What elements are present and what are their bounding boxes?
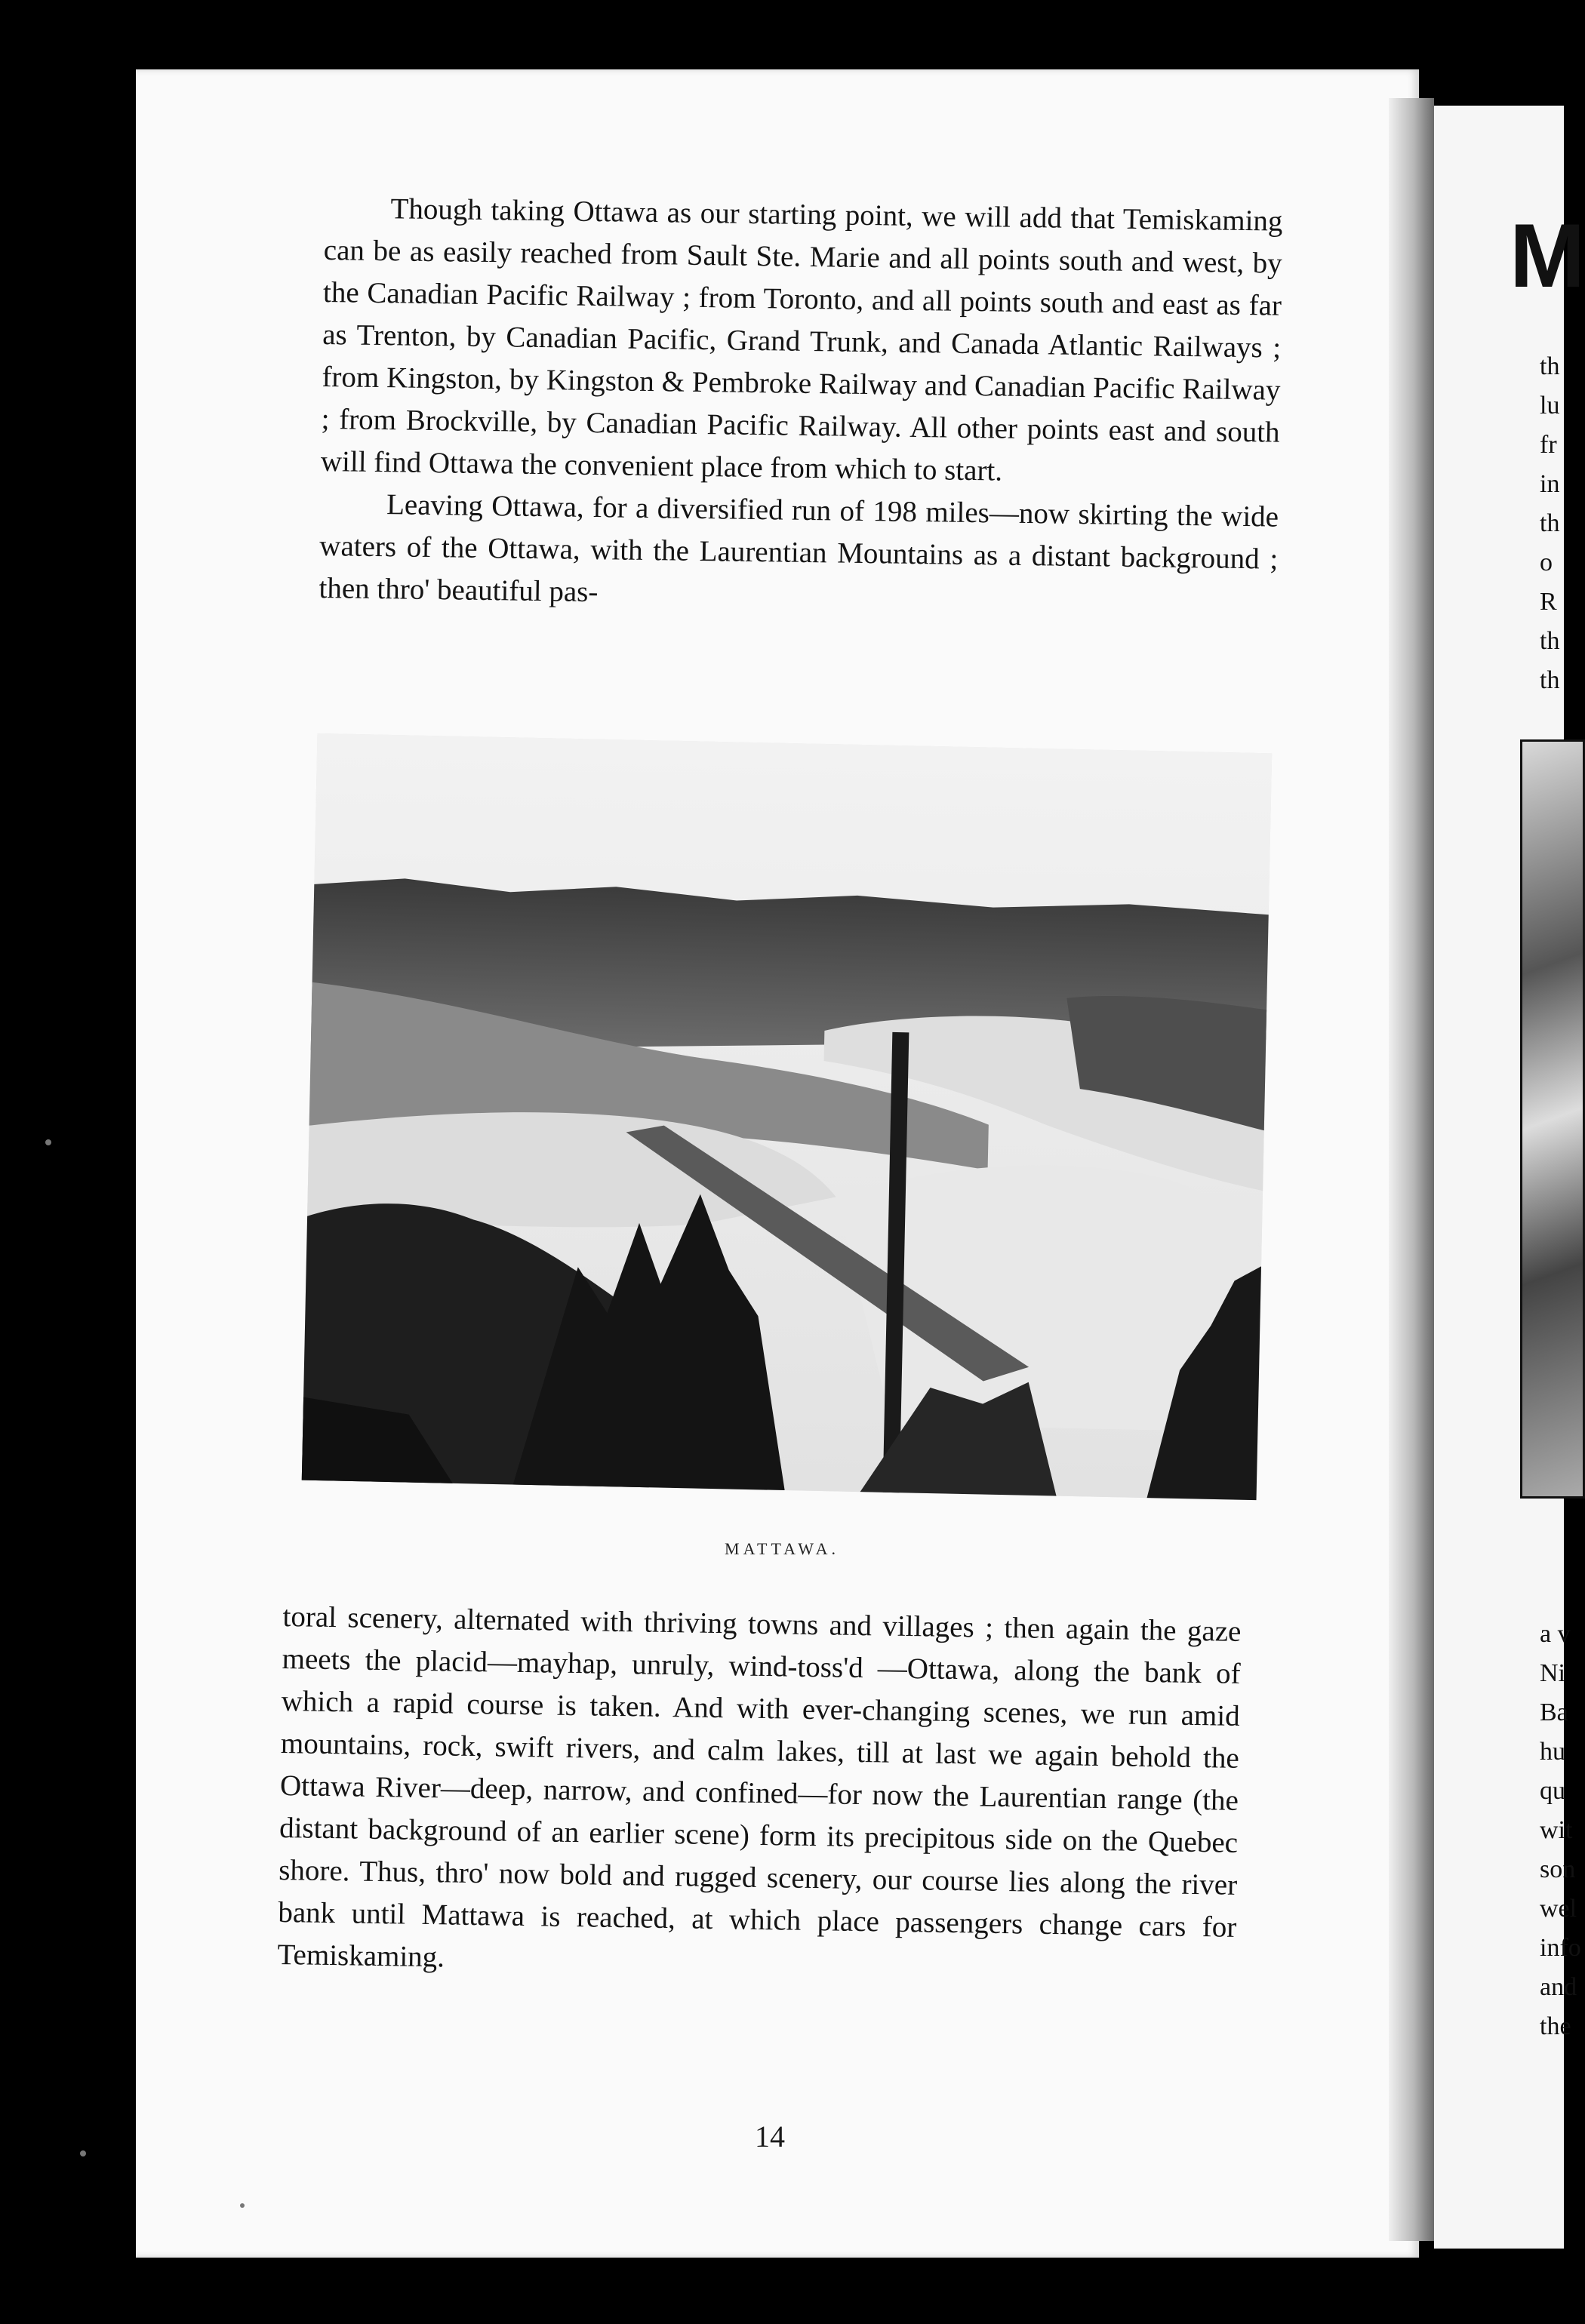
- mattawa-photograph: [302, 733, 1272, 1500]
- facing-line: o: [1540, 549, 1553, 576]
- page-number: 14: [755, 2120, 785, 2153]
- facing-page-photo: [1520, 739, 1585, 1499]
- dust-speck: [45, 1139, 51, 1145]
- facing-line: lu: [1540, 392, 1560, 420]
- landscape-illustration: [302, 733, 1272, 1500]
- body-text-top: [319, 187, 1283, 623]
- facing-line: the: [1540, 2012, 1571, 2040]
- facing-line: R: [1540, 588, 1557, 616]
- facing-line: and: [1540, 1973, 1577, 2001]
- facing-line: fr: [1540, 431, 1557, 459]
- facing-line: a v: [1540, 1620, 1571, 1648]
- paragraph: toral scenery, alternated with thriving towns and villages ; then again the gaze meets the placid—mayhap, unruly, wind-toss'd —Ottawa, along the bank of which a rapid course is taken. And with ever-changing scenes, we run amid mountains, rock, swift rivers, and calm lakes, till at last we again behold the Ottawa River—deep, narrow, and confined—for now the Laurentian range (the distant background of an earlier scene) form its precipitous side on the Quebec shore. Thus, thro' now bold and rugged scenery, our course lies along the river bank until Mattawa is reached, at which place passengers change cars for Temiskaming.: [277, 1600, 1242, 1974]
- facing-page-heading: M: [1510, 205, 1585, 306]
- facing-line: th: [1540, 352, 1560, 380]
- paragraph: Though taking Ottawa as our starting point, we will add that Temiskaming can be as easily reached from Sault Ste. Marie and all points south and west, by the Canadian Pacific Railway ; from Toronto, and all points south and east as far as Trenton, by Canadian Pacific, Grand Trunk, and Canada Atlantic Railways ; from Kingston, by Kingston & Pembroke Railway and Canadian Pacific Railway ; from Brockville, by Canadian Pacific Railway. All other points east and south will find Ottawa the convenient place from which to start.: [320, 192, 1283, 487]
- photo-caption: MATTAWA.: [725, 1539, 839, 1558]
- paragraph: Leaving Ottawa, for a diversified run of 198 miles—now skirting the wide waters of the Ottawa, with the Laurentian Mountains as a distant background ; then thro' beautiful pas-: [319, 488, 1279, 609]
- facing-page-lower-text: [1540, 1615, 1581, 2046]
- facing-line: th: [1540, 666, 1560, 694]
- facing-line: wit: [1540, 1816, 1573, 1844]
- facing-line: info: [1540, 1934, 1581, 1962]
- facing-line: hu: [1540, 1738, 1565, 1766]
- facing-line: Ni: [1540, 1659, 1565, 1687]
- facing-page-upper-text: [1540, 347, 1559, 700]
- body-text-bottom: [277, 1596, 1242, 1991]
- dust-speck: [240, 2203, 245, 2208]
- facing-line: th: [1540, 509, 1560, 537]
- dust-speck: [80, 2150, 86, 2156]
- facing-line: th: [1540, 627, 1560, 655]
- facing-line: son: [1540, 1855, 1576, 1883]
- facing-line: Ba: [1540, 1698, 1568, 1726]
- facing-page-fragment: [1434, 106, 1585, 2249]
- facing-line: in: [1540, 470, 1560, 498]
- facing-line: wel: [1540, 1895, 1577, 1923]
- book-gutter: [1389, 98, 1434, 2241]
- facing-line: qu: [1540, 1777, 1565, 1805]
